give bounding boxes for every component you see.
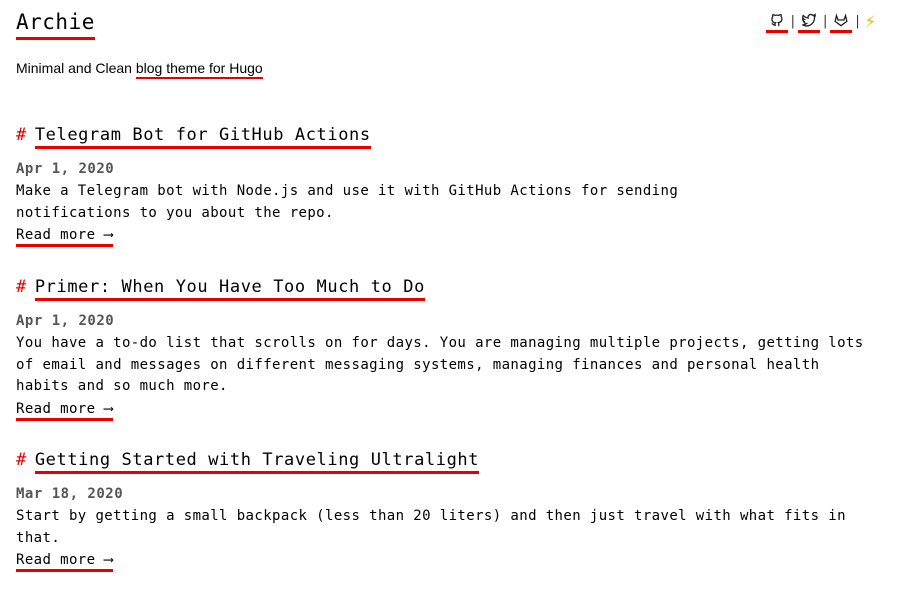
post-summary: Start by getting a small backpack (less than 20 liters) and then just travel with what fits in that. [16,508,846,546]
tagline-text: Minimal and Clean [16,60,136,76]
site-title[interactable]: Archie [16,10,95,40]
post-item [16,124,878,247]
hash-marker: # [16,450,27,470]
hash-marker: # [16,277,27,297]
tagline-link[interactable]: blog theme for Hugo [136,60,263,79]
hash-marker: # [16,125,27,145]
post-title-link[interactable]: Getting Started with Traveling Ultralight [35,450,479,474]
post-item [16,276,878,421]
post-title-link[interactable]: Telegram Bot for GitHub Actions [35,125,371,149]
social-separator: | [790,14,795,29]
gitlab-link[interactable] [830,10,852,33]
post-title-link[interactable]: Primer: When You Have Too Much to Do [35,277,425,301]
github-icon [770,13,784,27]
social-separator: | [855,14,860,29]
social-separator: | [822,14,828,29]
read-more-link[interactable]: Read more ⟶ [16,226,113,247]
post-summary: You have a to-do list that scrolls on for days. You are managing multiple projects, getting lots of email and messages on different messaging systems, managing finances and personal health habits and so much more. [16,335,864,394]
post-date: Mar 18, 2020 [16,486,124,502]
post-title [16,449,878,471]
post-date: Apr 1, 2020 [16,161,115,177]
post-title [16,124,878,146]
github-link[interactable] [766,10,788,33]
twitter-link[interactable] [798,10,820,33]
lightning-icon[interactable]: ⚡ [864,12,876,31]
post-summary: Make a Telegram bot with Node.js and use it with GitHub Actions for sending notifications to you about the repo. [16,183,679,221]
social-links [766,10,876,33]
gitlab-icon [834,13,848,27]
read-more-link[interactable]: Read more ⟶ [16,400,113,421]
read-more-link[interactable]: Read more ⟶ [16,551,113,572]
post-item [16,449,878,572]
twitter-icon [802,13,816,27]
post-date: Apr 1, 2020 [16,313,115,329]
site-tagline [16,60,263,76]
post-title [16,276,878,298]
